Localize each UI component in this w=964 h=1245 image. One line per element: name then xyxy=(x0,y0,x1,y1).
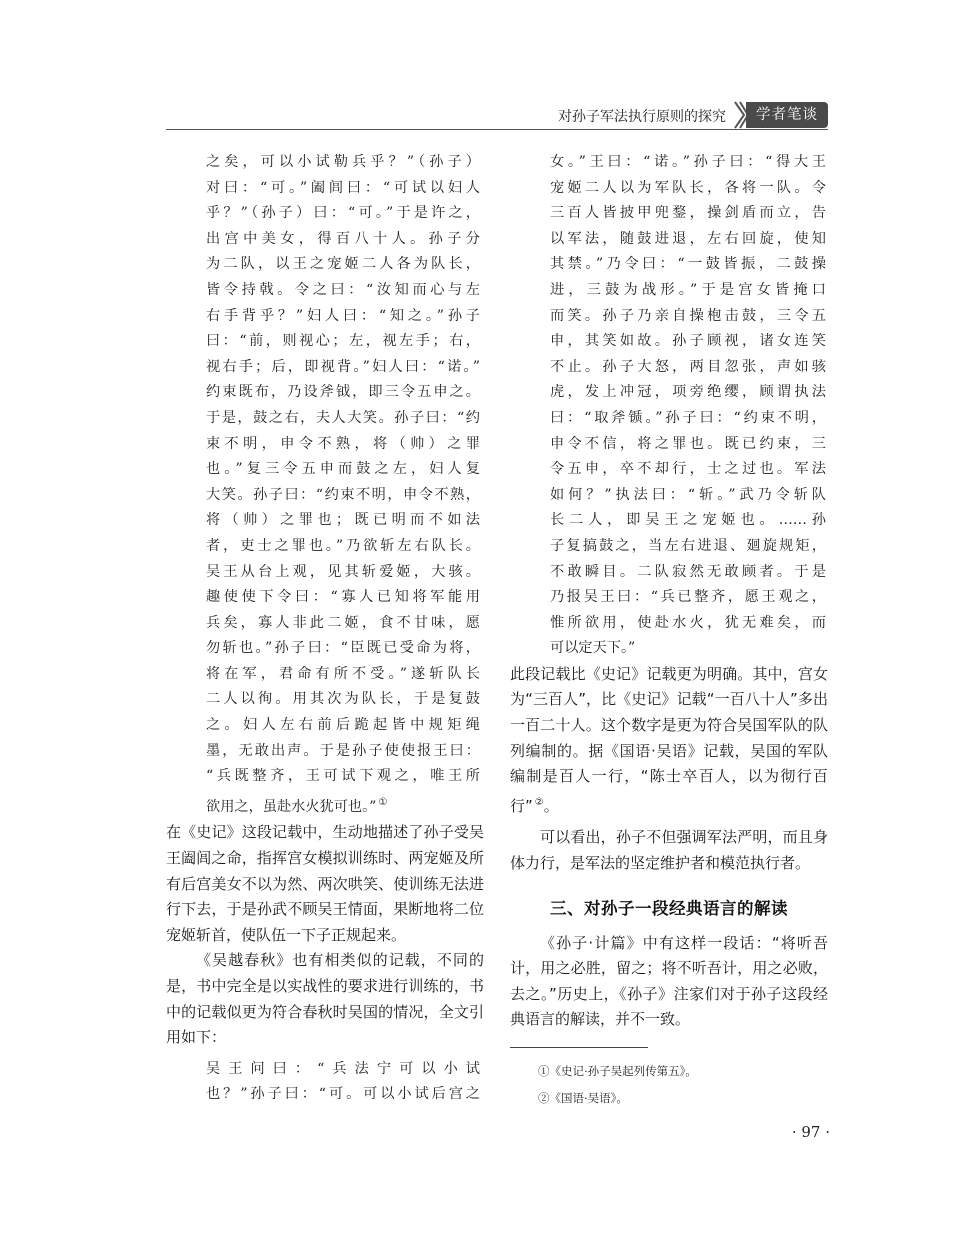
quote-line: 墨，无敢出声。于是孙子使使报王曰： xyxy=(206,742,480,759)
page-number: · 97 · xyxy=(791,1123,830,1141)
quote-line: 不止。孙子大怒，两目忽张，声如骇 xyxy=(550,358,826,375)
quote-line: 对曰：“可。”阖闾曰：“可试以妇人 xyxy=(206,179,480,196)
running-header-title: 对孙子军法执行原则的探究 xyxy=(558,109,726,125)
paragraph: 《孙子·计篇》中有这样一段话：“将听吾计，用之必胜，留之；将不听吾计，用之必败，去之。”历史上，《孙子》注家们对于孙子这段经典语言的解读，并不一致。 xyxy=(510,933,828,1029)
section-heading: 三、对孙子一段经典语言的解读 xyxy=(550,898,788,918)
quote-line: 也？”孙子曰：“可。可以小试后宫之 xyxy=(206,1086,480,1103)
quote-line: 曰：“取斧锧。”孙子曰：“约束不明， xyxy=(550,409,826,426)
paragraph: 《吴越春秋》也有相类似的记载，不同的是，书中完全是以实战性的要求进行训练的，书中的记载似更为符合春秋时吴国的情况，全文引用如下： xyxy=(166,951,484,1047)
paragraph: 此段记载比《史记》记载更为明确。其中，宫女为“三百人”，比《史记》记载“一百八十人”多出一百二十人。这个数字是更为符合吴国军队的队列编制的。据《国语·吴语》记载，吴国的军队编制是百人一行，“陈士卒百人，以为彻行百行” ②。 xyxy=(510,664,828,815)
quote-line: 申，其笑如故。孙子顾视，诸女连笑 xyxy=(550,333,826,350)
quote-line: 之。妇人左右前后跪起皆中规矩绳 xyxy=(206,717,480,734)
quote-line: 于是，鼓之右，夫人大笑。孙子曰：“约 xyxy=(206,409,480,426)
quote-line: 将在军，君命有所不受。”遂斩队长 xyxy=(206,665,480,682)
footnote-mark: ① xyxy=(378,796,388,808)
quote-line: 之矣，可以小试勒兵乎？”（孙子） xyxy=(206,154,480,170)
quote-line: 不敢瞬目。二队寂然无敢顾者。于是 xyxy=(550,563,826,580)
quote-line: 右手背乎？”妇人曰：“知之。”孙子 xyxy=(206,307,480,324)
column-tag: 学者笔谈 xyxy=(746,102,828,128)
quote-line: 其禁。”乃令曰：“一鼓皆振，二鼓操 xyxy=(550,256,826,273)
left-column xyxy=(166,150,484,1108)
quote-line: 而笑。孙子乃亲自操枹击鼓，三令五 xyxy=(550,307,826,324)
quote-line: 吴王问曰：“兵法宁可以小试 xyxy=(206,1060,480,1077)
quote-line: 虎，发上冲冠，项旁绝缨，顾谓执法 xyxy=(550,384,826,401)
quote-line: 曰：“前，则视心；左，视左手；右， xyxy=(206,333,480,350)
quote-line: “兵既整齐，王可试下观之，唯王所 xyxy=(206,768,480,785)
footnote-mark: ② xyxy=(534,796,544,808)
quote-line: 趣使使下令曰：“寡人已知将军能用 xyxy=(206,589,480,606)
paragraph: 可以看出，孙子不但强调军法严明，而且身体力行，是军法的坚定维护者和模范执行者。 xyxy=(510,828,828,873)
quote-line: 申令不信，将之罪也。既已约束，三 xyxy=(550,435,826,452)
footnote: ①《史记·孙子吴起列传第五》。 xyxy=(538,1064,697,1078)
quote-line: 二人以徇。用其次为队长，于是复鼓 xyxy=(206,691,480,708)
quote-line: 出宫中美女，得百八十人。孙子分 xyxy=(206,230,480,247)
quote-line: 乎？”（孙子）曰：“可。”于是许之， xyxy=(206,205,480,222)
quote-line: 进，三鼓为战形。”于是宫女皆掩口 xyxy=(550,281,826,298)
quote-line: 者，吏士之罪也。”乃欲斩左右队长。 xyxy=(206,537,480,554)
quote-line: 以军法，随鼓进退，左右回旋，使知 xyxy=(550,230,826,247)
quote-line: 如何？”执法曰：“斩。”武乃令斩队 xyxy=(550,486,826,503)
quote-line: 将（帅）之罪也；既已明而不如法 xyxy=(206,512,480,529)
header-divider xyxy=(166,129,828,130)
quote-line: 可以定天下。” xyxy=(550,640,636,657)
footnote-divider xyxy=(510,1047,648,1048)
quote-line: 视右手；后，即视背。”妇人曰：“诺。” xyxy=(206,358,480,375)
quote-line: 惟所欲用，使赴水火，犹无难矣，而 xyxy=(550,614,826,631)
quote-line: 三百人皆披甲兜鍪，操剑盾而立，告 xyxy=(550,205,826,222)
quote-line: 长二人，即吴王之宠姬也。……孙 xyxy=(550,512,826,529)
footnote: ②《国语·吴语》。 xyxy=(538,1091,628,1105)
quote-line: 令五申，卒不却行，士之过也。军法 xyxy=(550,461,826,478)
right-column xyxy=(510,150,828,1112)
quote-line: 乃报吴王曰：“兵已整齐，愿王观之， xyxy=(550,589,826,606)
quote-line: 束不明，申令不熟，将（帅）之罪 xyxy=(206,435,480,452)
quote-line: 为二队，以王之宠姬二人各为队长， xyxy=(206,256,480,273)
quote-line: 大笑。孙子曰：“约束不明，申令不熟， xyxy=(206,486,480,503)
quote-line: 也。”复三令五申而鼓之左，妇人复 xyxy=(206,461,480,478)
wuyue-quote-continued xyxy=(510,150,828,662)
quote-line: 勿斩也。”孙子曰：“臣既已受命为将， xyxy=(206,640,480,657)
quote-line: 皆令持戟。令之曰：“汝知而心与左 xyxy=(206,281,480,298)
quote-line: 欲用之，虽赴水火犹可也。” ① xyxy=(206,796,388,815)
quote-line: 女。”王曰：“诺。”孙子曰：“得大王 xyxy=(550,154,826,170)
quote-line: 宠姬二人以为军队长，各将一队。令 xyxy=(550,179,826,196)
quote-line: 吴王从台上观，见其斩爱姬，大骇。 xyxy=(206,563,480,580)
quote-line: 兵矣，寡人非此二姬，食不甘味，愿 xyxy=(206,614,480,631)
shiji-quote xyxy=(166,150,484,820)
paragraph: 在《史记》这段记载中，生动地描述了孙子受吴王阖闾之命，指挥宫女模拟训练时、两宠姬及所有后宫美女不以为然、两次哄笑、使训练无法进行下去，于是孙武不顾吴王情面，果断地将二位宠姬斩首，使队伍一下子正规起来。 xyxy=(166,823,484,944)
wuyue-quote xyxy=(166,1057,484,1108)
quote-line: 约束既布，乃设斧钺，即三令五申之。 xyxy=(206,384,480,401)
quote-line: 子复搞鼓之，当左右进退、廻旋规矩， xyxy=(550,537,826,554)
